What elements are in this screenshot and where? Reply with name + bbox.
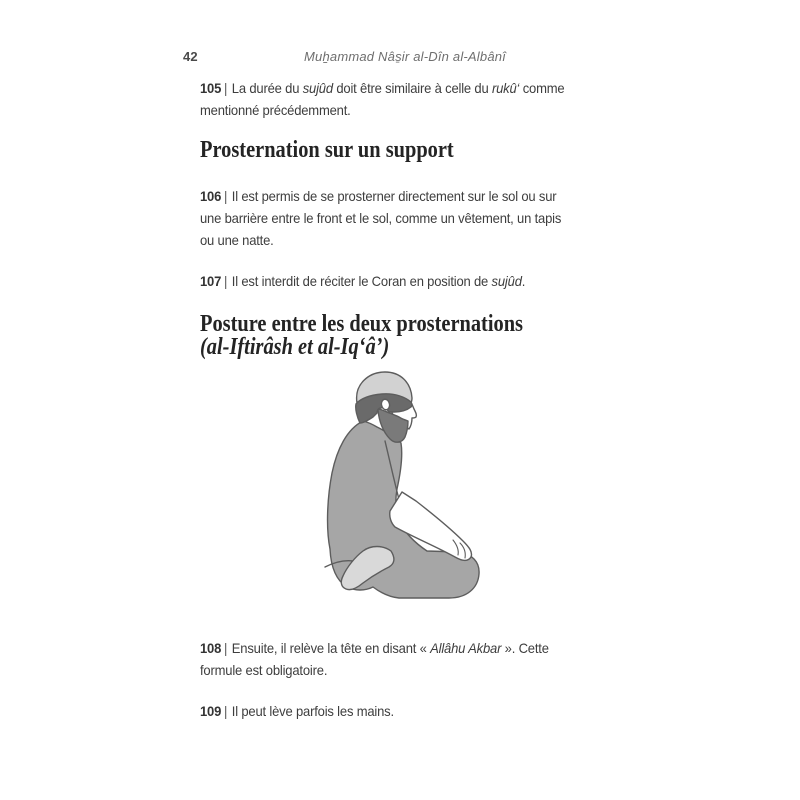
paragraph-separator: | <box>223 188 228 204</box>
prayer-figure-svg <box>299 371 519 603</box>
running-header-title: Muẖammad Nâs̱ir al-Dîn al-Albânî <box>304 49 506 64</box>
paragraph-number: 105 <box>200 80 222 96</box>
section-heading-prosternation-support <box>200 139 454 162</box>
paragraph-108 <box>200 637 613 681</box>
paragraph-number: 109 <box>200 703 222 719</box>
kneeling-prayer-posture-illustration <box>299 371 519 603</box>
paragraph-text: Il peut lève parfois les mains. <box>231 703 394 719</box>
paragraph-106 <box>200 185 613 251</box>
paragraph-text: La durée du sujûd doit être similaire à celle du rukû‘ comme mentionné précédemment. <box>200 80 565 118</box>
paragraph-text: Il est interdit de réciter le Coran en position de sujûd. <box>231 273 526 289</box>
page-number: 42 <box>183 49 198 64</box>
section-heading-posture-entre-prosternations <box>200 313 523 359</box>
heading-line-2: (al-Iftirâsh et al-Iq‘â’) <box>200 334 390 360</box>
paragraph-109 <box>200 700 613 722</box>
heading-line-1: Posture entre les deux prosternations <box>200 311 523 337</box>
paragraph-separator: | <box>223 273 228 289</box>
paragraph-number: 108 <box>200 640 222 656</box>
paragraph-107 <box>200 270 613 292</box>
paragraph-number: 106 <box>200 188 222 204</box>
paragraph-separator: | <box>223 640 228 656</box>
paragraph-105 <box>200 77 613 121</box>
paragraph-text: Il est permis de se prosterner directement sur le sol ou sur une barrière entre le front et le sol, comme un vêtement, un tapis ou une natte. <box>200 188 562 248</box>
paragraph-separator: | <box>223 703 228 719</box>
heading-text: Prosternation sur un support <box>200 137 454 163</box>
paragraph-separator: | <box>223 80 228 96</box>
paragraph-text: Ensuite, il relève la tête en disant « Allâhu Akbar ». Cette formule est obligatoire. <box>200 640 549 678</box>
paragraph-number: 107 <box>200 273 222 289</box>
